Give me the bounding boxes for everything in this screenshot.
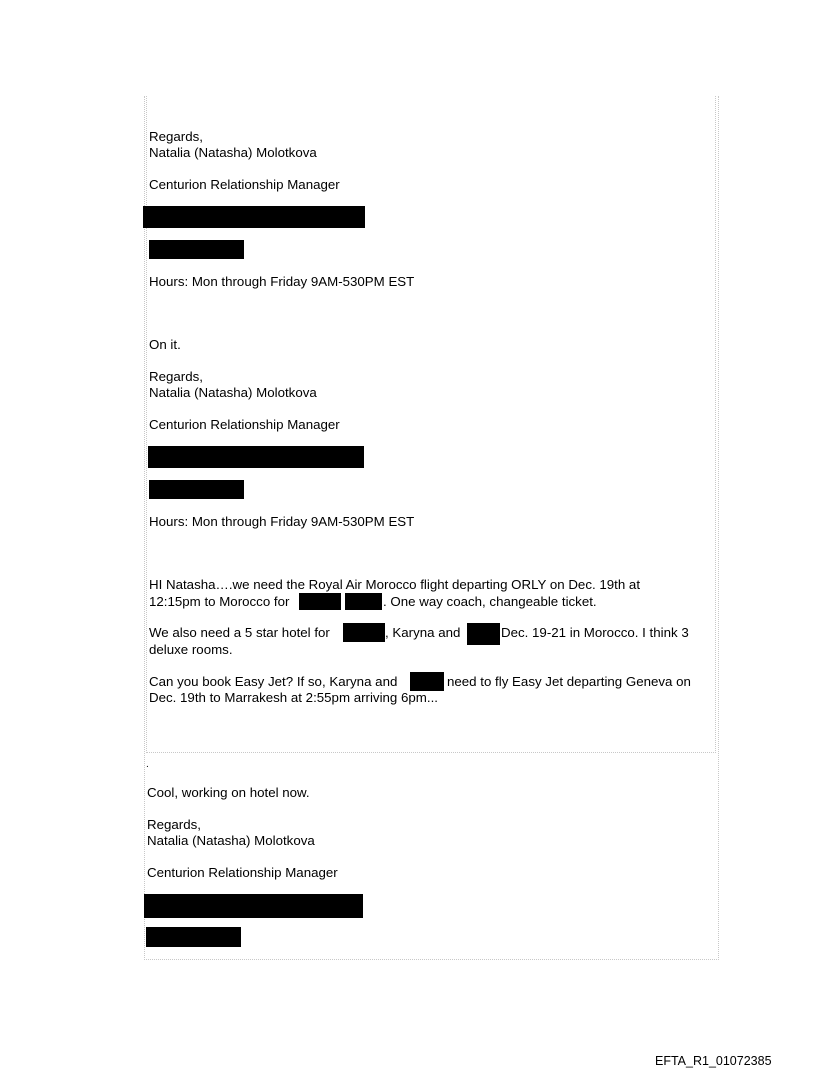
regards-text: Regards, <box>147 817 201 832</box>
sender-name: Natalia (Natasha) Molotkova <box>149 385 317 400</box>
request-line: , Karyna and <box>385 625 461 640</box>
regards-text: Regards, <box>149 129 203 144</box>
stray-dot: . <box>146 759 149 770</box>
sender-name: Natalia (Natasha) Molotkova <box>147 833 315 848</box>
redaction-box <box>146 927 241 947</box>
hours-text: Hours: Mon through Friday 9AM-530PM EST <box>149 514 415 529</box>
redaction-box <box>149 240 244 259</box>
request-line: need to fly Easy Jet departing Geneva on <box>447 674 691 689</box>
request-line: HI Natasha….we need the Royal Air Morocco flight departing ORLY on Dec. 19th at <box>149 577 641 592</box>
redaction-box <box>345 593 382 610</box>
redaction-box <box>143 206 365 228</box>
request-line: We also need a 5 star hotel for <box>149 625 330 640</box>
request-line: 12:15pm to Morocco for <box>149 594 290 609</box>
document-id: EFTA_R1_01072385 <box>655 1054 772 1068</box>
regards-text: Regards, <box>149 369 203 384</box>
redaction-box <box>148 446 364 468</box>
reply-body: Cool, working on hotel now. <box>147 785 310 800</box>
sender-name: Natalia (Natasha) Molotkova <box>149 145 317 160</box>
request-line: Can you book Easy Jet? If so, Karyna and <box>149 674 398 689</box>
redaction-box <box>343 623 385 642</box>
request-line: deluxe rooms. <box>149 642 233 657</box>
request-line: Dec. 19-21 in Morocco. I think 3 <box>501 625 689 640</box>
redaction-box <box>149 480 244 499</box>
request-line: . One way coach, changeable ticket. <box>383 594 597 609</box>
sender-title: Centurion Relationship Manager <box>149 177 340 192</box>
hours-text: Hours: Mon through Friday 9AM-530PM EST <box>149 274 415 289</box>
request-line: Dec. 19th to Marrakesh at 2:55pm arriving 6pm... <box>149 690 438 705</box>
reply-body: On it. <box>149 337 181 352</box>
redaction-box <box>299 593 341 610</box>
sender-title: Centurion Relationship Manager <box>149 417 340 432</box>
redaction-box <box>144 894 363 918</box>
redaction-box <box>467 623 500 645</box>
sender-title: Centurion Relationship Manager <box>147 865 338 880</box>
redaction-box <box>410 672 444 691</box>
